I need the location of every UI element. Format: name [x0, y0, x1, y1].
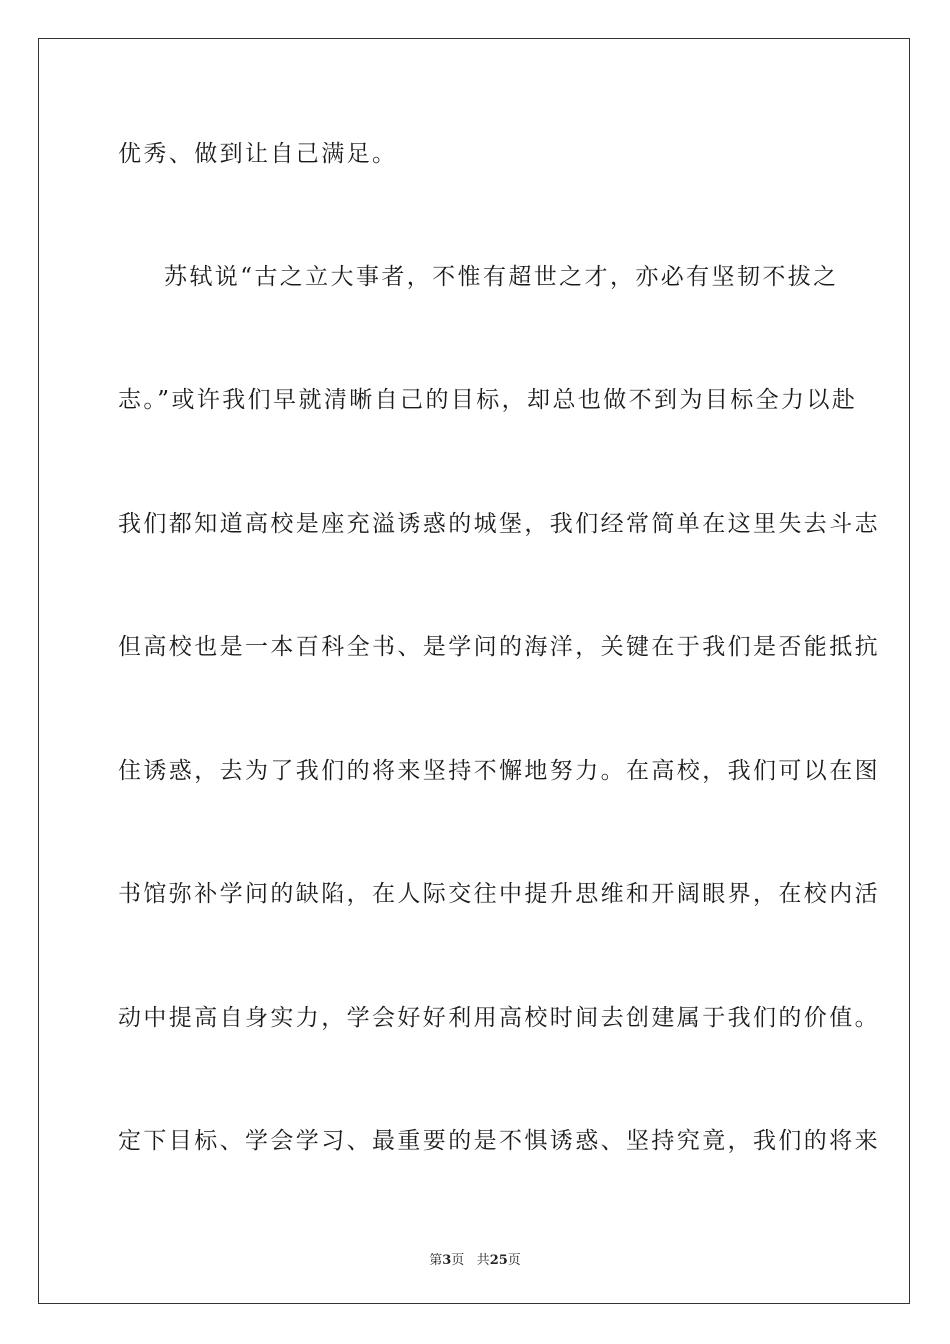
body-line-8: 动中提高自身实力，学会好好利用高校时间去创建属于我们的价值。	[118, 1005, 880, 1031]
body-line-2: 苏轼说“古之立大事者，不惟有超世之才，亦必有坚韧不拔之	[164, 264, 839, 290]
page-prefix: 第	[429, 1253, 443, 1268]
page-border	[38, 38, 910, 1304]
body-line-6: 住诱惑，去为了我们的将来坚持不懈地努力。在高校，我们可以在图	[118, 758, 880, 784]
page-footer	[0, 1249, 950, 1268]
page-number: 3	[442, 1253, 452, 1268]
body-line-3: 志。”或许我们早就清晰自己的目标，却总也做不到为目标全力以赴	[118, 387, 858, 413]
total-prefix: 共	[476, 1253, 490, 1268]
body-line-4: 我们都知道高校是座充溢诱惑的城堡，我们经常简单在这里失去斗志	[118, 511, 880, 537]
body-line-1: 优秀、做到让自己满足。	[118, 141, 398, 167]
page-suffix: 页	[451, 1253, 465, 1268]
body-line-9: 定下目标、学会学习、最重要的是不惧诱惑、坚持究竟，我们的将来	[118, 1128, 880, 1154]
total-pages: 25	[489, 1253, 508, 1268]
body-line-7: 书馆弥补学问的缺陷，在人际交往中提升思维和开阔眼界，在校内活	[118, 881, 880, 907]
body-line-5: 但高校也是一本百科全书、是学问的海洋，关键在于我们是否能抵抗	[118, 634, 880, 660]
total-suffix: 页	[507, 1253, 521, 1268]
